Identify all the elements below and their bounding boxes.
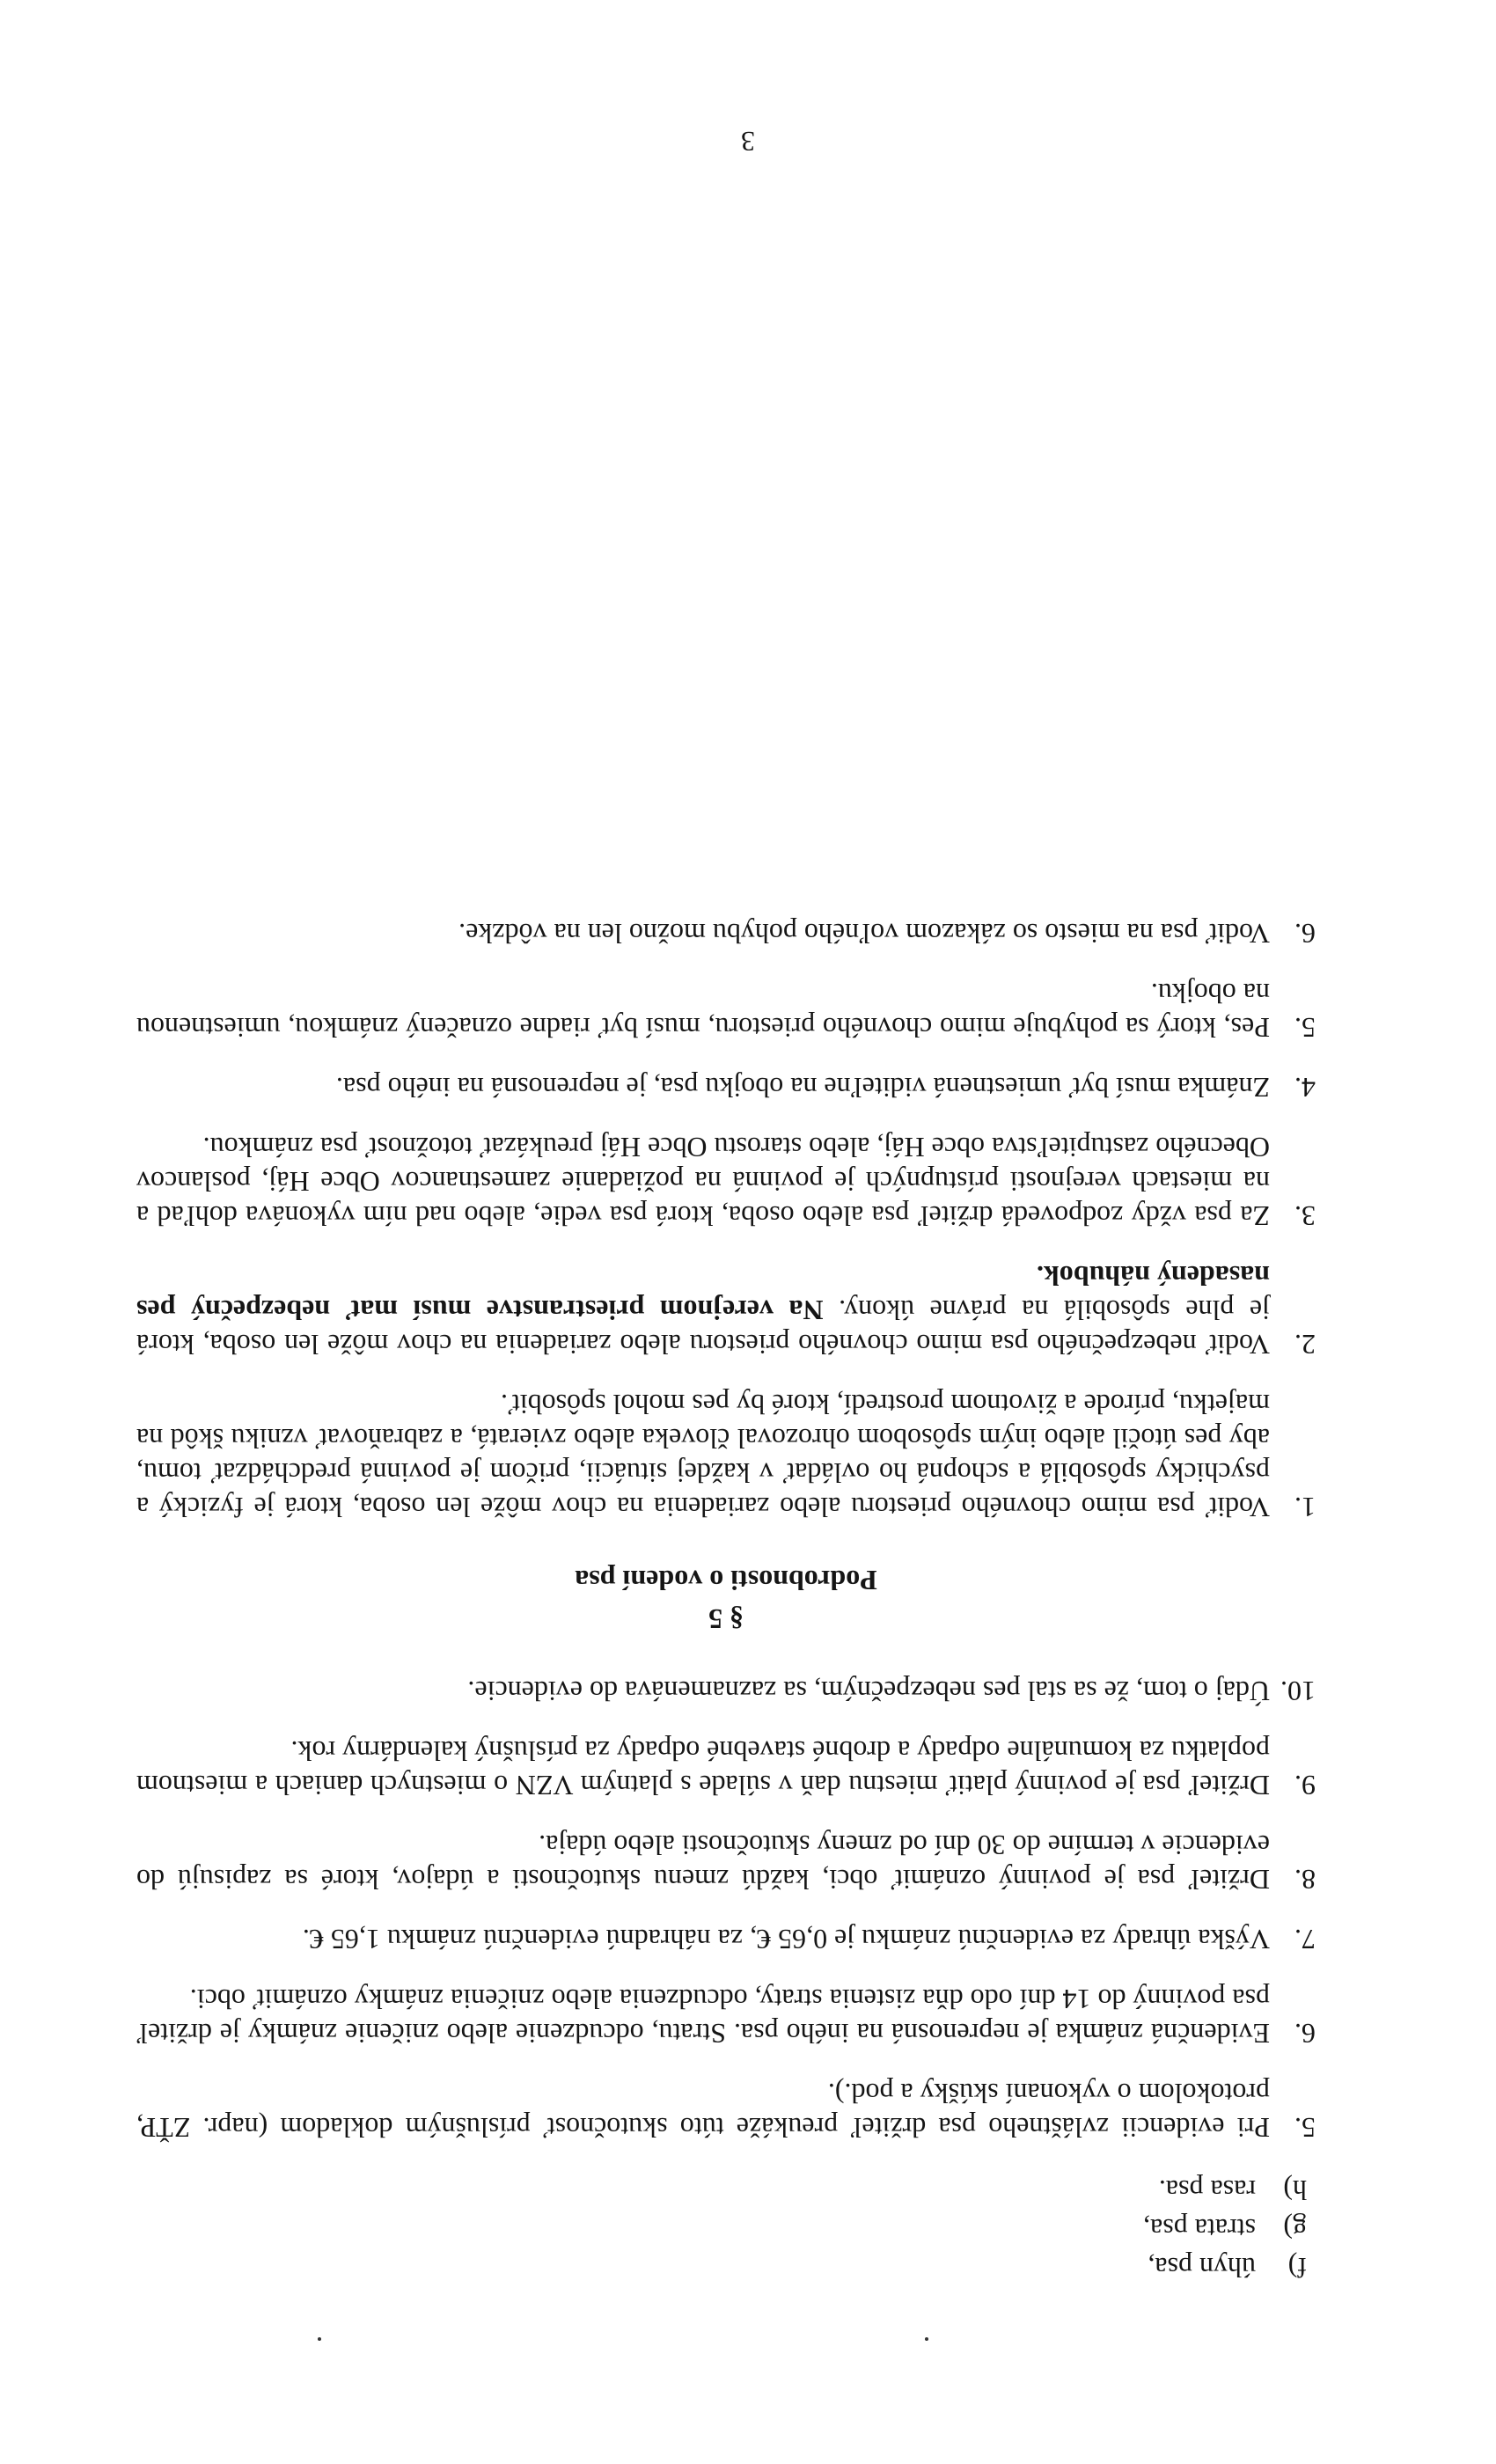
item-number: 1. — [1294, 1492, 1316, 1523]
item-text: Vodiť psa mimo chovného priestoru alebo zariadenia na chov môže len osoba, ktorá je fyzický a psychicky spôsobilá a schopná ho ovládať v každej situácii, pričom je povinná predchádzať tomu, aby pes útočil alebo iným spôsobom ohrozoval človeka alebo zvieratá, a zabraňovať vzniku škôd na majetku, prírode a životnom prostredí, ktoré by pes mohol spôsobiť. — [136, 1389, 1270, 1523]
item-number: 8. — [1294, 1864, 1316, 1896]
item-number: 7. — [1294, 1924, 1316, 1955]
item-text: Pri evidencii zvláštneho psa držiteľ preukáže túto skutočnosť príslušným dokladom (napr. ZŤP, protokolom o vykonaní skúšky a pod.). — [136, 2078, 1270, 2144]
list-item — [136, 2211, 1316, 2246]
paragraph-item — [136, 1734, 1316, 1802]
item-text: Evidenčná známka je neprenosná na iného psa. Stratu, odcudzenie alebo zničenie známky je držiteľ psa povinný do 14 dní odo dňa zistenia straty, odcudzenia alebo zničenia známky oznámiť obci. — [136, 1984, 1270, 2050]
item-text-regular: Vodiť nebezpečného psa mimo chovného priestoru alebo zariadenia na chov môže len osoba, ktorá je plne spôsobilá na právne úkony. — [136, 1294, 1270, 1360]
item-number: 9. — [1294, 1770, 1316, 1801]
paragraph-item — [136, 916, 1316, 950]
paragraph-list-section-4 — [136, 1674, 1316, 2145]
sub-item-label: f) — [1287, 2252, 1307, 2284]
item-text: Pes, ktorý sa pohybuje mimo chovného priestoru, musí byť riadne označený známkou, umiestnenou na obojku. — [136, 978, 1270, 1044]
item-text: Držiteľ psa je povinný oznámiť obci, každú zmenu skutočnosti a údajov, ktoré sa zapisujú do evidencie v termíne do 30 dní od zmeny skutočnosti alebo údaja. — [136, 1830, 1270, 1896]
sub-item-text: strata psa, — [1143, 2213, 1256, 2245]
item-number: 6. — [1294, 918, 1316, 950]
paragraph-item — [136, 1258, 1316, 1361]
item-number: 2. — [1294, 1329, 1316, 1360]
paragraph-item — [136, 1922, 1316, 1956]
paragraph-item — [136, 1674, 1316, 1708]
scan-speck — [318, 2337, 321, 2341]
item-text: Za psa vždy zodpovedá držiteľ psa alebo osoba, ktorá psa vedie, alebo nad ním vykonáva dohľad a na miestach verejnosti prístupných je povinná na požiadanie zamestnancov Obce Háj, poslancov Obecného zastupiteľstva obce Háj, alebo starostu Obce Háj preukázať totožnosť psa známkou. — [136, 1132, 1270, 1232]
list-item — [136, 2250, 1316, 2284]
scan-specks — [136, 2284, 1316, 2350]
item-number: 5. — [1294, 2112, 1316, 2144]
section-title: Podrobnosti o vodení psa — [575, 1565, 877, 1596]
section-heading — [136, 1561, 1316, 1639]
item-number: 5. — [1294, 1012, 1316, 1044]
page-content — [136, 891, 1316, 2350]
sub-item-text: úhyn psa, — [1148, 2252, 1256, 2284]
sub-item-label: h) — [1283, 2174, 1307, 2206]
item-number: 10. — [1280, 1676, 1316, 1707]
page-number: 3 — [741, 126, 755, 158]
sub-item-list — [136, 2173, 1316, 2284]
section-symbol: § 5 — [708, 1603, 744, 1635]
paragraph-item — [136, 1130, 1316, 1233]
paragraph-list-section-5 — [136, 916, 1316, 1524]
item-text-bold: Na verejnom priestranstve musí mať nebezpečný pes nasadený náhubok. — [136, 1260, 1270, 1326]
item-text: Údaj o tom, že sa stal pes nebezpečným, sa zaznamenáva do evidencie. — [467, 1676, 1270, 1707]
item-number: 4. — [1294, 1072, 1316, 1104]
item-number: 3. — [1294, 1200, 1316, 1232]
list-item — [136, 2173, 1316, 2207]
paragraph-item — [136, 2076, 1316, 2145]
item-number: 6. — [1294, 2018, 1316, 2050]
sub-item-label: g) — [1283, 2213, 1307, 2245]
item-text: Výška úhrady za evidenčnú známku je 0,65 €, za náhradnú evidenčnú známku 1,65 €. — [302, 1924, 1270, 1955]
paragraph-item — [136, 1982, 1316, 2050]
paragraph-item — [136, 976, 1316, 1045]
item-text — [136, 1258, 1270, 1361]
paragraph-item — [136, 1070, 1316, 1104]
item-text: Držiteľ psa je povinný platiť miestnu daň v súlade s platným VZN o miestnych daniach a miestnom poplatku za komunálne odpady a drobné stavebné odpady za príslušný kalendárny rok. — [136, 1735, 1270, 1801]
scan-speck — [925, 2337, 928, 2341]
paragraph-item — [136, 1828, 1316, 1896]
item-text: Známka musí byť umiestnená viditeľne na obojku psa, je neprenosná na iného psa. — [335, 1072, 1270, 1104]
paragraph-item — [136, 1387, 1316, 1524]
sub-item-text: rasa psa. — [1158, 2174, 1256, 2206]
item-text: Vodiť psa na miesto so zákazom voľného pohybu možno len na vôdzke. — [458, 918, 1270, 950]
